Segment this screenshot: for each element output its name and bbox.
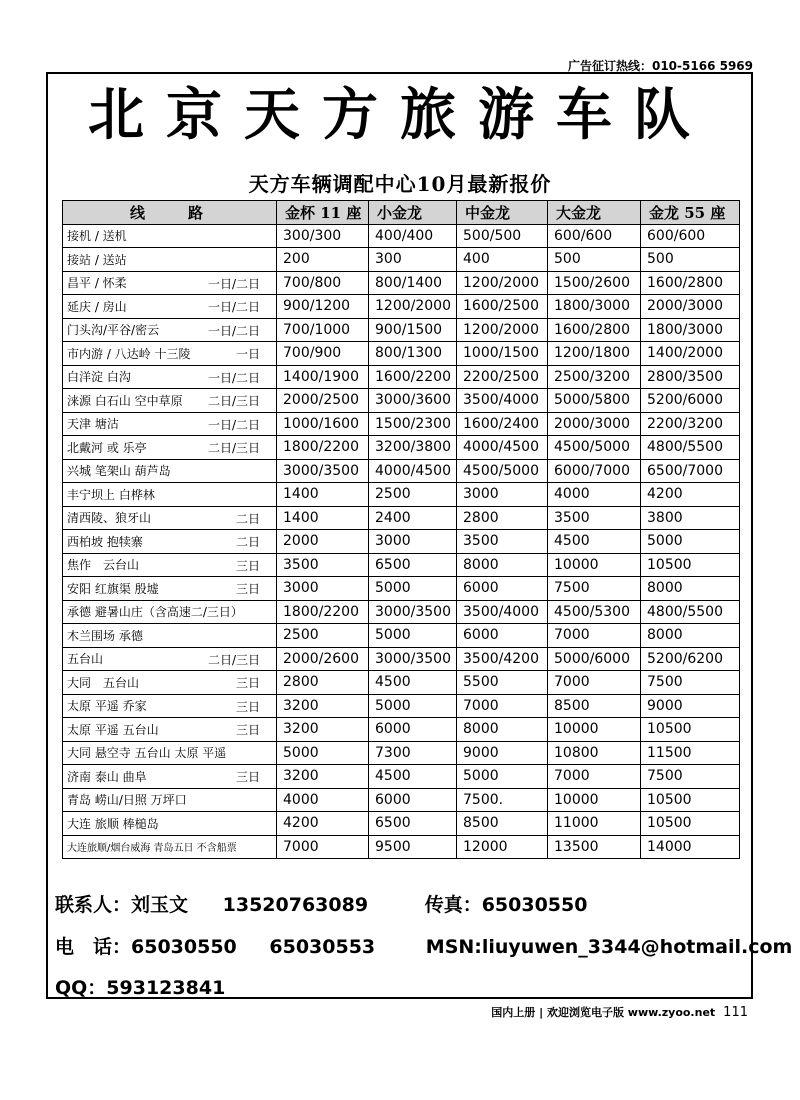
- page-number: 111: [723, 1005, 748, 1020]
- price-cell: 500/500: [457, 224, 548, 248]
- price-cell: 1200/2000: [457, 271, 548, 295]
- price-cell: 3000: [457, 483, 548, 507]
- price-cell: 10000: [548, 788, 641, 812]
- table-row: [63, 506, 740, 530]
- price-cell: 3500/4000: [457, 600, 548, 624]
- price-cell: 14000: [641, 835, 740, 859]
- price-cell: 1400/1900: [277, 365, 369, 389]
- price-subtitle: 天方车辆调配中心10月最新报价: [248, 172, 552, 196]
- table-row: [63, 483, 740, 507]
- route-cell: [63, 295, 277, 319]
- table-row: [63, 342, 740, 366]
- route-cell: [63, 412, 277, 436]
- price-cell: 300/300: [277, 224, 369, 248]
- price-cell: 4000/4500: [457, 436, 548, 460]
- price-cell: 3000/3500: [369, 647, 457, 671]
- table-row: [63, 365, 740, 389]
- header-jinbei11: 金杯 11 座: [277, 201, 369, 225]
- route-days: 一日/二日: [207, 276, 260, 291]
- contact-person: 联系人：刘玉文: [55, 894, 189, 916]
- route-name: 青岛 崂山/日照 万坪口: [67, 793, 187, 808]
- route-days: 一日/二日: [207, 370, 260, 385]
- price-cell: 5000: [277, 741, 369, 765]
- route-name: 昌平 / 怀柔: [67, 276, 127, 291]
- price-cell: 5000/6000: [548, 647, 641, 671]
- route-name: 大连旅顺/烟台威海 青岛五日 不含船票: [67, 843, 237, 855]
- route-name: 兴城 笔架山 葫芦岛: [67, 464, 171, 479]
- route-days: 三日: [235, 582, 260, 596]
- price-cell: 4000: [548, 483, 641, 507]
- price-cell: 7300: [369, 741, 457, 765]
- price-cell: 5500: [457, 671, 548, 695]
- price-cell: 7000: [548, 765, 641, 789]
- route-name: 延庆 / 房山: [67, 299, 127, 314]
- route-cell: [63, 459, 277, 483]
- route-cell: [63, 647, 277, 671]
- table-row: [63, 248, 740, 272]
- price-cell: 1400/2000: [641, 342, 740, 366]
- price-cell: 3800: [641, 506, 740, 530]
- price-cell: 2800/3500: [641, 365, 740, 389]
- price-cell: 2800: [277, 671, 369, 695]
- price-cell: 3000/3600: [369, 389, 457, 413]
- route-days: 二日/三日: [207, 394, 260, 408]
- header-jinlong55: 金龙 55 座: [641, 201, 740, 225]
- price-cell: 700/1000: [277, 318, 369, 342]
- price-cell: 5000: [641, 530, 740, 554]
- price-cell: 6000/7000: [548, 459, 641, 483]
- route-name: 北戴河 或 乐亭: [67, 440, 147, 455]
- price-cell: 9000: [641, 694, 740, 718]
- route-days: 三日: [235, 676, 260, 690]
- route-name: 接机 / 送机: [67, 229, 127, 244]
- route-cell: [63, 506, 277, 530]
- route-name: 木兰围场 承德: [67, 628, 143, 643]
- route-days: 三日: [235, 558, 260, 573]
- price-cell: 6500: [369, 812, 457, 836]
- price-cell: 1200/1800: [548, 342, 641, 366]
- route-name: 承德 避暑山庄（含高速二/三日）: [67, 605, 243, 620]
- price-cell: 500: [641, 248, 740, 272]
- price-cell: 3500/4000: [457, 389, 548, 413]
- route-cell: [63, 553, 277, 577]
- route-name: 焦作 云台山: [67, 558, 140, 573]
- price-cell: 1800/2200: [277, 436, 369, 460]
- price-cell: 1600/2800: [548, 318, 641, 342]
- price-cell: 6000: [369, 718, 457, 742]
- route-cell: [63, 624, 277, 648]
- table-row: [63, 295, 740, 319]
- price-cell: 8000: [457, 553, 548, 577]
- price-cell: 600/600: [548, 224, 641, 248]
- price-cell: 10500: [641, 718, 740, 742]
- route-days: 一日/二日: [207, 323, 260, 338]
- price-cell: 10500: [641, 812, 740, 836]
- price-cell: 800/1300: [369, 342, 457, 366]
- table-row: [63, 318, 740, 342]
- route-name: 济南 泰山 曲阜: [67, 769, 147, 784]
- route-cell: [63, 271, 277, 295]
- route-cell: [63, 224, 277, 248]
- price-cell: 5000/5800: [548, 389, 641, 413]
- price-cell: 2500: [369, 483, 457, 507]
- price-cell: 8000: [457, 718, 548, 742]
- price-cell: 1000/1500: [457, 342, 548, 366]
- price-cell: 8000: [641, 577, 740, 601]
- price-cell: 10500: [641, 553, 740, 577]
- route-cell: [63, 812, 277, 836]
- route-name: 大同 悬空寺 五台山 太原 平遥: [67, 746, 227, 761]
- price-cell: 2500/3200: [548, 365, 641, 389]
- price-cell: 700/800: [277, 271, 369, 295]
- price-cell: 6000: [457, 624, 548, 648]
- price-cell: 6500: [369, 553, 457, 577]
- price-cell: 1800/3000: [641, 318, 740, 342]
- price-cell: 1500/2300: [369, 412, 457, 436]
- price-cell: 6500/7000: [641, 459, 740, 483]
- route-cell: [63, 765, 277, 789]
- route-name: 安阳 红旗渠 殷墟: [67, 581, 159, 596]
- table-row: [63, 671, 740, 695]
- route-name: 清西陵、狼牙山: [67, 511, 152, 526]
- price-cell: 12000: [457, 835, 548, 859]
- price-cell: 4500/5300: [548, 600, 641, 624]
- price-cell: 4500: [369, 671, 457, 695]
- price-cell: 300: [369, 248, 457, 272]
- table-row: [63, 600, 740, 624]
- price-cell: 3200: [277, 765, 369, 789]
- route-name: 五台山: [67, 652, 104, 667]
- price-cell: 3500/4200: [457, 647, 548, 671]
- contact-line-3: [55, 973, 225, 1000]
- route-cell: [63, 365, 277, 389]
- route-name: 市内游 / 八达岭 十三陵: [67, 346, 191, 361]
- price-cell: 1600/2200: [369, 365, 457, 389]
- table-row: [63, 624, 740, 648]
- price-cell: 5000: [369, 624, 457, 648]
- route-name: 天津 塘沽: [67, 417, 119, 432]
- price-cell: 10800: [548, 741, 641, 765]
- price-cell: 3000/3500: [277, 459, 369, 483]
- price-cell: 2500: [277, 624, 369, 648]
- table-row: [63, 271, 740, 295]
- route-cell: [63, 483, 277, 507]
- price-cell: 2000: [277, 530, 369, 554]
- price-cell: 8500: [457, 812, 548, 836]
- route-name: 门头沟/平谷/密云: [67, 323, 160, 338]
- contact-phone-2: 65030553: [269, 936, 376, 958]
- table-row: [63, 718, 740, 742]
- price-cell: 10000: [548, 553, 641, 577]
- price-cell: 4000/4500: [369, 459, 457, 483]
- price-cell: 200: [277, 248, 369, 272]
- route-days: 一日/二日: [207, 417, 260, 432]
- route-cell: [63, 389, 277, 413]
- price-cell: 13500: [548, 835, 641, 859]
- price-cell: 1600/2400: [457, 412, 548, 436]
- price-cell: 800/1400: [369, 271, 457, 295]
- route-cell: [63, 577, 277, 601]
- table-row: [63, 812, 740, 836]
- price-cell: 5000: [369, 694, 457, 718]
- route-name: 接站 / 送站: [67, 252, 127, 267]
- price-cell: 7000: [548, 624, 641, 648]
- page-title: 北京天方旅游车队: [88, 82, 712, 148]
- price-cell: 700/900: [277, 342, 369, 366]
- price-cell: 400/400: [369, 224, 457, 248]
- price-cell: 5000: [457, 765, 548, 789]
- table-row: [63, 835, 740, 859]
- price-cell: 1800/2200: [277, 600, 369, 624]
- price-cell: 7000: [548, 671, 641, 695]
- price-cell: 3200: [277, 718, 369, 742]
- contact-phone: 电 话：65030550: [55, 936, 237, 958]
- price-cell: 1200/2000: [369, 295, 457, 319]
- price-cell: 10000: [548, 718, 641, 742]
- price-cell: 8000: [641, 624, 740, 648]
- table-row: [63, 459, 740, 483]
- price-cell: 1600/2500: [457, 295, 548, 319]
- price-cell: 1500/2600: [548, 271, 641, 295]
- route-days: 三日: [235, 699, 260, 714]
- price-cell: 8500: [548, 694, 641, 718]
- route-cell: [63, 436, 277, 460]
- table-header-row: [63, 201, 740, 225]
- table-row: [63, 553, 740, 577]
- table-row: [63, 436, 740, 460]
- route-name: 太原 平遥 五台山: [67, 722, 159, 737]
- price-cell: 3500: [457, 530, 548, 554]
- contact-mobile: 13520763089: [222, 894, 369, 916]
- price-cell: 1400: [277, 506, 369, 530]
- price-cell: 4200: [277, 812, 369, 836]
- price-cell: 1800/3000: [548, 295, 641, 319]
- price-cell: 1200/2000: [457, 318, 548, 342]
- route-name: 白洋淀 白沟: [67, 370, 131, 385]
- price-table: [62, 200, 740, 859]
- price-cell: 5200/6000: [641, 389, 740, 413]
- price-cell: 6000: [457, 577, 548, 601]
- price-cell: 4000: [277, 788, 369, 812]
- price-cell: 2000/3000: [641, 295, 740, 319]
- price-cell: 2000/3000: [548, 412, 641, 436]
- price-cell: 4800/5500: [641, 600, 740, 624]
- price-cell: 7000: [457, 694, 548, 718]
- route-cell: [63, 318, 277, 342]
- price-cell: 5000: [369, 577, 457, 601]
- price-cell: 500: [548, 248, 641, 272]
- contact-qq: QQ：593123841: [55, 977, 226, 999]
- route-cell: [63, 835, 277, 859]
- price-cell: 4500/5000: [457, 459, 548, 483]
- table-row: [63, 788, 740, 812]
- route-name: 西柏坡 抱犊寨: [67, 534, 143, 549]
- price-cell: 1000/1600: [277, 412, 369, 436]
- header-zhongjinlong: 中金龙: [457, 201, 548, 225]
- route-days: 一日: [235, 347, 260, 361]
- table-row: [63, 530, 740, 554]
- route-days: 二日: [235, 535, 260, 549]
- table-row: [63, 647, 740, 671]
- table-row: [63, 765, 740, 789]
- price-cell: 9500: [369, 835, 457, 859]
- price-cell: 2000/2600: [277, 647, 369, 671]
- price-cell: 2000/2500: [277, 389, 369, 413]
- route-name: 太原 平遥 乔家: [67, 699, 147, 714]
- route-days: 二日/三日: [207, 652, 260, 667]
- page-footer: [491, 1004, 748, 1020]
- route-days: 三日: [235, 770, 260, 784]
- price-cell: 6000: [369, 788, 457, 812]
- price-table-body: [63, 224, 740, 859]
- route-name: 涞源 白石山 空中草原: [67, 393, 183, 408]
- table-row: [63, 224, 740, 248]
- price-cell: 7500: [641, 671, 740, 695]
- price-cell: 3200/3800: [369, 436, 457, 460]
- price-cell: 3000: [369, 530, 457, 554]
- price-cell: 11500: [641, 741, 740, 765]
- route-cell: [63, 600, 277, 624]
- price-cell: 3000/3500: [369, 600, 457, 624]
- footer-text: 国内上册 | 欢迎浏览电子版 www.zyoo.net: [491, 1006, 716, 1019]
- route-cell: [63, 788, 277, 812]
- price-cell: 9000: [457, 741, 548, 765]
- contact-fax: 传真：65030550: [424, 894, 588, 916]
- price-cell: 11000: [548, 812, 641, 836]
- price-cell: 600/600: [641, 224, 740, 248]
- price-cell: 400: [457, 248, 548, 272]
- header-dajinlong: 大金龙: [548, 201, 641, 225]
- price-cell: 4200: [641, 483, 740, 507]
- header-xiaojinlong: 小金龙: [369, 201, 457, 225]
- contact-msn: MSN:liuyuwen_3344@hotmail.com: [425, 936, 793, 958]
- table-row: [63, 389, 740, 413]
- price-cell: 900/1200: [277, 295, 369, 319]
- price-cell: 7000: [277, 835, 369, 859]
- contact-line-2: [55, 932, 792, 959]
- route-cell: [63, 342, 277, 366]
- route-name: 大连 旅顺 棒槌岛: [67, 816, 159, 831]
- header-route: 线 路: [63, 201, 277, 225]
- table-row: [63, 741, 740, 765]
- table-row: [63, 412, 740, 436]
- price-cell: 4500: [369, 765, 457, 789]
- route-cell: [63, 248, 277, 272]
- price-cell: 4500: [548, 530, 641, 554]
- price-cell: 900/1500: [369, 318, 457, 342]
- route-cell: [63, 718, 277, 742]
- price-cell: 3500: [277, 553, 369, 577]
- route-days: 二日/三日: [207, 441, 260, 455]
- price-cell: 1600/2800: [641, 271, 740, 295]
- price-cell: 1400: [277, 483, 369, 507]
- table-row: [63, 577, 740, 601]
- route-cell: [63, 694, 277, 718]
- price-cell: 10500: [641, 788, 740, 812]
- price-cell: 2200/2500: [457, 365, 548, 389]
- table-row: [63, 694, 740, 718]
- route-cell: [63, 741, 277, 765]
- price-cell: 7500: [641, 765, 740, 789]
- price-cell: 7500: [548, 577, 641, 601]
- route-days: 一日/二日: [207, 300, 260, 314]
- route-days: 三日: [235, 723, 260, 737]
- price-cell: 3500: [548, 506, 641, 530]
- price-cell: 3200: [277, 694, 369, 718]
- price-cell: 2800: [457, 506, 548, 530]
- route-days: 二日: [235, 511, 260, 526]
- ad-hotline: 广告征订热线：010-5166 5969: [567, 59, 753, 73]
- price-cell: 7500.: [457, 788, 548, 812]
- route-name: 大同 五台山: [67, 675, 140, 690]
- contact-line-1: [55, 890, 587, 917]
- price-cell: 5200/6200: [641, 647, 740, 671]
- route-cell: [63, 671, 277, 695]
- price-cell: 3000: [277, 577, 369, 601]
- price-cell: 2200/3200: [641, 412, 740, 436]
- price-cell: 4800/5500: [641, 436, 740, 460]
- route-name: 丰宁坝上 白桦林: [67, 487, 155, 502]
- price-cell: 2400: [369, 506, 457, 530]
- price-cell: 4500/5000: [548, 436, 641, 460]
- route-cell: [63, 530, 277, 554]
